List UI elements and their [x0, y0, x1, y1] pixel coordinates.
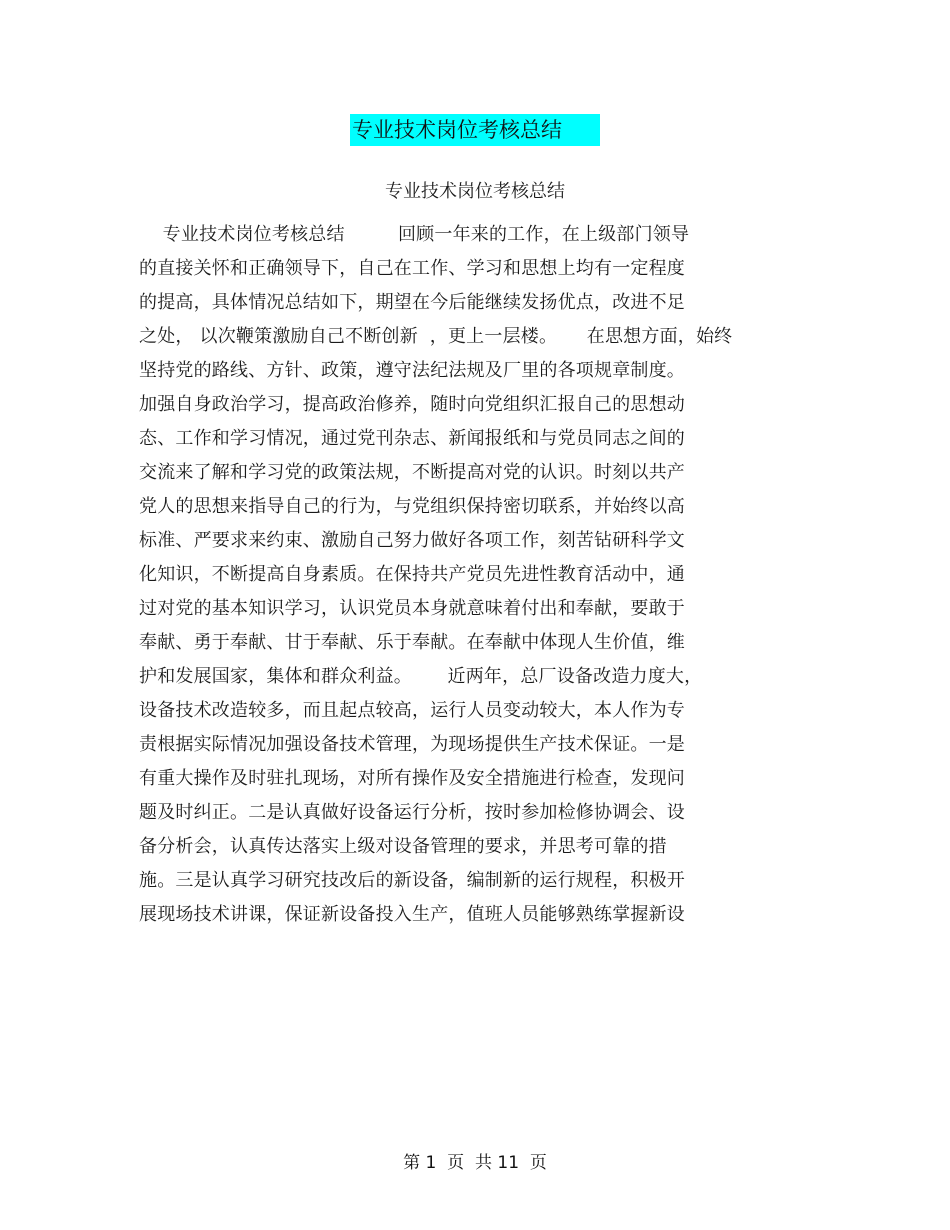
body-line: 展现场技术讲课，保证新设备投入生产，值班人员能够熟练掌握新设	[139, 904, 685, 925]
body-line: 党人的思想来指导自己的行为，与党组织保持密切联系，并始终以高	[139, 496, 685, 517]
body-line: 设备技术改造较多，而且起点较高，运行人员变动较大，本人作为专	[139, 700, 685, 721]
document-body	[139, 218, 819, 932]
body-line: 交流来了解和学习党的政策法规，不断提高对党的认识。时刻以共产	[139, 462, 685, 483]
body-line: 过对党的基本知识学习，认识党员本身就意味着付出和奉献，要敢于	[139, 598, 685, 619]
body-line: 的提高，具体情况总结如下，期望在今后能继续发扬优点，改进不足	[139, 292, 685, 313]
body-line: 坚持党的路线、方针、政策，遵守法纪法规及厂里的各项规章制度。	[139, 360, 685, 381]
body-line: 加强自身政治学习，提高政治修养，随时向党组织汇报自己的思想动	[139, 394, 685, 415]
body-line: 施。三是认真学习研究技改后的新设备，编制新的运行规程，积极开	[139, 870, 685, 891]
body-line: 题及时纠正。二是认真做好设备运行分析，按时参加检修协调会、设	[139, 802, 685, 823]
body-line: 责根据实际情况加强设备技术管理，为现场提供生产技术保证。一是	[139, 734, 685, 755]
document-title: 专业技术岗位考核总结	[350, 114, 600, 146]
body-line: 备分析会，认真传达落实上级对设备管理的要求，并思考可靠的措	[139, 836, 667, 857]
body-line: 的直接关怀和正确领导下，自己在工作、学习和思想上均有一定程度	[139, 258, 685, 279]
document-subtitle: 专业技术岗位考核总结	[385, 181, 565, 202]
body-line: 之处， 以次鞭策激励自己不断创新 ，更上一层楼。 在思想方面，始终	[139, 326, 733, 347]
body-line: 态、工作和学习情况，通过党刊杂志、新闻报纸和与党员同志之间的	[139, 428, 685, 449]
body-line: 护和发展国家，集体和群众利益。 近两年，总厂设备改造力度大，	[139, 666, 703, 687]
body-line: 化知识，不断提高自身素质。在保持共产党员先进性教育活动中，通	[139, 564, 685, 585]
body-line: 标准、严要求来约束、激励自己努力做好各项工作，刻苦钻研科学文	[139, 530, 685, 551]
body-line: 专业技术岗位考核总结 回顾一年来的工作，在上级部门领导	[139, 224, 690, 245]
body-line: 有重大操作及时驻扎现场，对所有操作及安全措施进行检查，发现问	[139, 768, 685, 789]
body-line: 奉献、勇于奉献、甘于奉献、乐于奉献。在奉献中体现人生价值，维	[139, 632, 685, 653]
page-number-footer: 第 1 页 共 11 页	[403, 1153, 547, 1173]
